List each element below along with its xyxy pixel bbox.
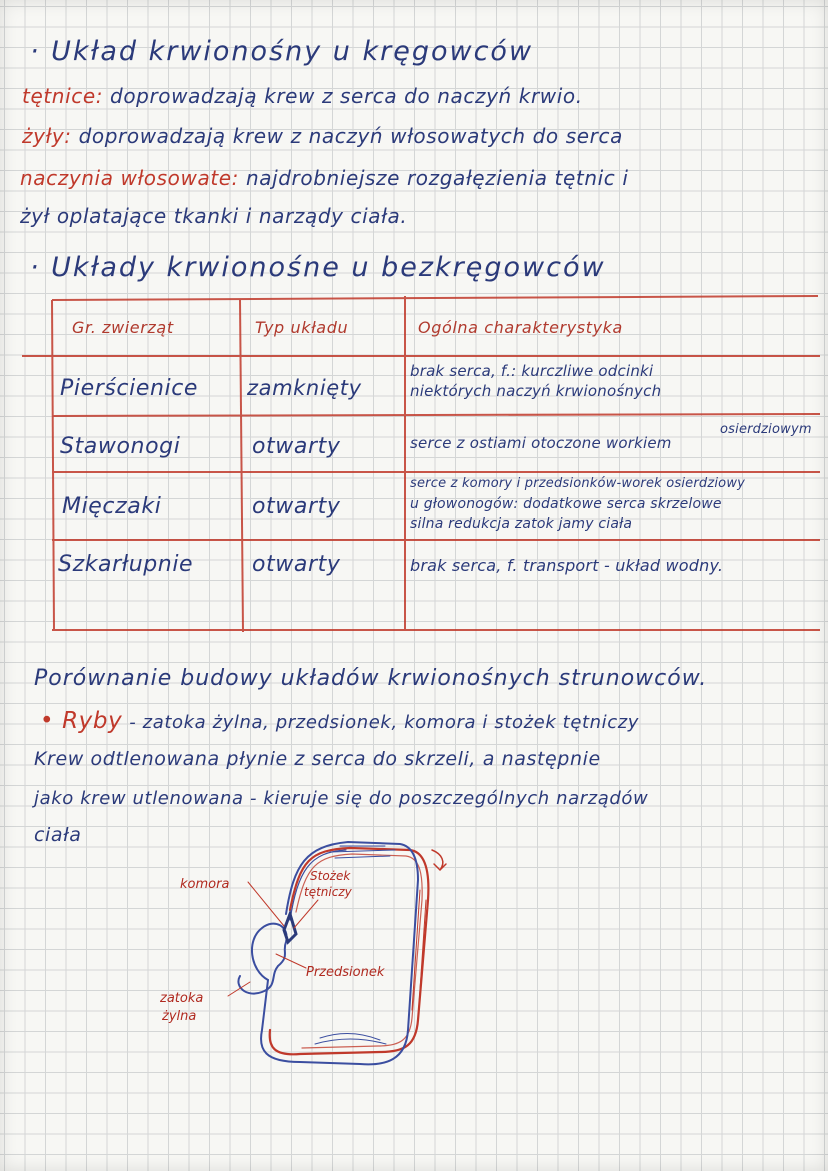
table-row1-line [52, 414, 820, 416]
row2-group: Stawonogi [60, 434, 181, 459]
term-tetnice: tętnice: [22, 84, 104, 108]
paragraph-line-2: jako krew utlenowana - kieruje się do poszczególnych narządów [34, 788, 649, 809]
row3-group: Mięczaki [62, 494, 162, 519]
text-naczynia: najdrobniejsze rozgałęzienia tętnic i [245, 166, 629, 190]
text-zyly: doprowadzają krew z naczyń włosowatych do serca [78, 124, 623, 148]
term-naczynia: naczynia włosowate: [20, 166, 239, 190]
row4-group: Szkarłupnie [58, 552, 194, 577]
row4-desc-1: brak serca, f. transport - układ wodny. [410, 556, 724, 575]
ryby-text: - zatoka żylna, przedsionek, komora i stożek tętniczy [129, 712, 640, 733]
body-vessels-bottom [315, 1033, 386, 1044]
ryby-line [40, 708, 639, 734]
row2-desc-1: serce z ostiami otoczone workiem [410, 434, 672, 452]
label-przedsionek: Przedsionek [306, 965, 385, 980]
pointer-przedsionek [276, 954, 306, 968]
label-komora: komora [180, 877, 230, 892]
label-stozek-2: tętniczy [304, 885, 352, 899]
pointer-komora [248, 882, 284, 926]
heart-outline [238, 924, 286, 994]
row3-desc-3: silna redukcja zatok jamy ciała [410, 516, 633, 532]
section1-title: · Układ krwionośny u kręgowców [30, 36, 534, 67]
fish-circulation-diagram [150, 830, 470, 1080]
row3-desc-2: u głowonogów: dodatkowe serca skrzelowe [410, 496, 722, 512]
row3-desc-1: serce z komory i przedsionków-worek osierdziowy [410, 476, 746, 491]
header-group: Gr. zwierząt [72, 318, 174, 337]
row3-type: otwarty [252, 494, 341, 519]
header-desc: Ogólna charakterystyka [418, 318, 623, 337]
line-zyl: żył oplatające tkanki i narządy ciała. [20, 204, 408, 228]
label-zatoka-2: żylna [162, 1009, 197, 1024]
row1-desc-1: brak serca, f.: kurczliwe odcinki [410, 362, 654, 380]
label-stozek-1: Stożek [310, 869, 351, 883]
table-top-line [52, 296, 818, 300]
row1-desc-2: niektórych naczyń krwionośnych [410, 382, 662, 400]
term-zyly: żyły: [22, 124, 72, 148]
row4-type: otwarty [252, 552, 341, 577]
oxygenated-loop-inner [296, 854, 422, 1048]
row1-group: Pierścienice [60, 376, 199, 401]
header-type: Typ układu [255, 318, 349, 337]
row1-type: zamknięty [247, 376, 362, 400]
paragraph-line-1: Krew odtlenowana płynie z serca do skrzeli, a następnie [34, 748, 601, 770]
bullet-ryby: • Ryby [40, 708, 123, 734]
table-col1-line [240, 300, 243, 632]
flow-arrow [432, 850, 446, 870]
table-left-line [52, 300, 54, 630]
row2-desc-2: osierdziowym [720, 422, 812, 437]
paragraph-line-3: ciała [34, 824, 82, 846]
label-zatoka-1: zatoka [160, 991, 204, 1006]
row2-type: otwarty [252, 434, 341, 459]
section2-title: · Układy krwionośne u bezkręgowców [30, 252, 606, 283]
section3-title: Porównanie budowy układów krwionośnych strunowców. [34, 666, 708, 691]
text-tetnice: doprowadzają krew z serca do naczyń krwio. [110, 84, 583, 108]
